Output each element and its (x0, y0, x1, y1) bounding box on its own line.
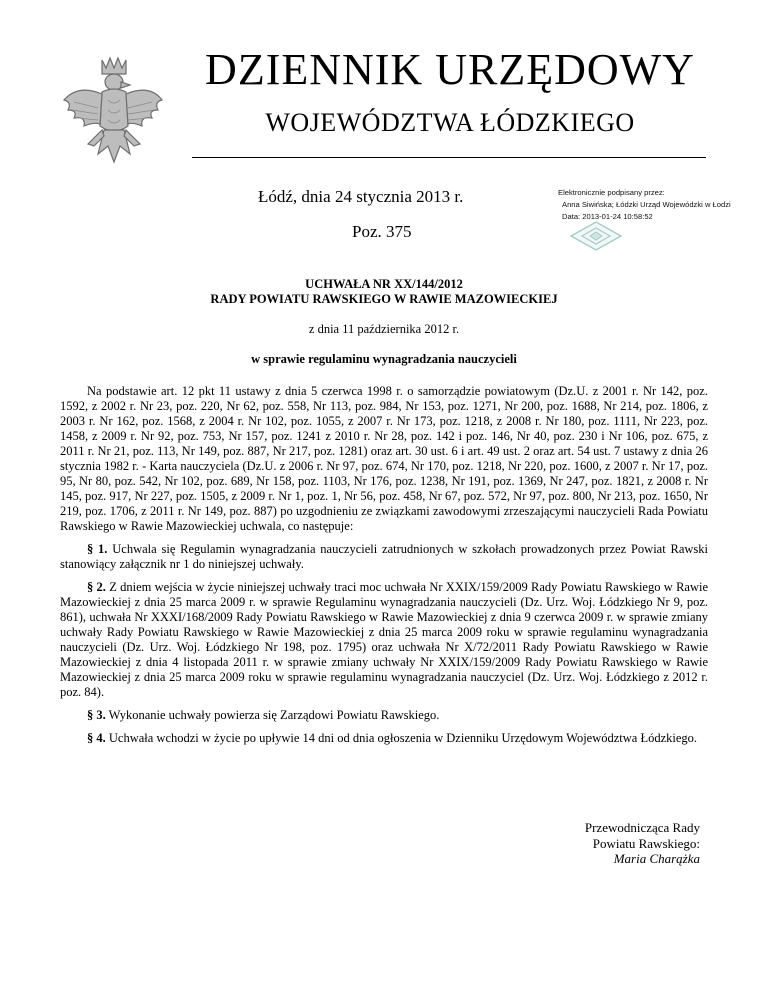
section-text: Uchwala się Regulamin wynagradzania nauczycieli zatrudnionych w szkołach prowadzonych przez Powiat Rawski stanowiący załącznik nr 1 do niniejszej uchwały. (60, 542, 708, 571)
resolution-subject: w sprawie regulaminu wynagradzania nauczycieli (251, 352, 517, 366)
masthead-subtitle: WOJEWÓDZTWA ŁÓDZKIEGO (265, 108, 635, 137)
masthead-title: DZIENNIK URZĘDOWY (205, 45, 695, 94)
publication-date: Łódź, dnia 24 stycznia 2013 r. (258, 187, 464, 206)
section-paragraph (60, 708, 708, 723)
preamble-paragraph: Na podstawie art. 12 pkt 11 ustawy z dnia 5 czerwca 1998 r. o samorządzie powiatowym (Dz.U. z 2001 r. Nr 142, poz. 1592, z 2002 r. Nr 23, poz. 220, Nr 62, poz. 558, Nr 113, poz. 984, Nr 153, poz. 1271, Nr 200, poz. 1688, Nr 214, poz. 1806, z 2003 r. Nr 162, poz. 1568, z 2004 r. Nr 102, poz. 1055, z 2007 r. Nr 173, poz. 1218, z 2008 r. Nr 180, poz. 1111, Nr 223, poz. 1458, z 2009 r. Nr 92, poz. 753, Nr 157, poz. 1241 z 2010 r. Nr 28, poz. 142 i poz. 146, Nr 40, poz. 230 i Nr 106, poz. 675, z 2011 r. Nr 21, poz. 113, Nr 149, poz. 887, Nr 217, poz. 1281) oraz art. 30 ust. 6 i art. 49 ust. 2 oraz art. 54 ust. 7 ustawy z dnia 26 stycznia 1982 r. - Karta nauczyciela (Dz.U. z 2006 r. Nr 97, poz. 674, Nr 170, poz. 1218, Nr 220, poz. 1600, z 2007 r. Nr 17, poz. 95, Nr 80, poz. 542, Nr 102, poz. 689, Nr 158, poz. 1103, Nr 176, poz. 1238, Nr 191, poz. 1369, Nr 247, poz. 1821, z 2008 r. Nr 145, poz. 917, Nr 227, poz. 1505, z 2009 r. Nr 1, poz. 1, Nr 56, poz. 458, Nr 67, poz. 572, Nr 97, poz. 800, Nr 213, poz. 1650, Nr 219, poz. 1706, z 2011 r. Nr 149, poz. 887) po uzgodnieniu ze związkami zawodowymi zrzeszającymi nauczycieli Rada Powiatu Rawskiego w Rawie Mazowieckiej uchwala, co następuje: (60, 384, 708, 533)
signatory-block (585, 820, 700, 867)
resolution-date: z dnia 11 października 2012 r. (308, 322, 460, 336)
signature-signer: Anna Siwińska; Łódzki Urząd Wojewódzki w Łodzi (562, 200, 731, 209)
section-number: § 3. (87, 708, 106, 722)
publication-position: Poz. 375 (352, 222, 412, 241)
section-text: Uchwała wchodzi w życie po upływie 14 dni od dnia ogłoszenia w Dzienniku Urzędowym Województwa Łódzkiego. (108, 731, 698, 745)
section-number: § 1. (87, 542, 108, 556)
section-paragraph (60, 542, 708, 572)
section-number: § 2. (87, 580, 106, 594)
section-text: Z dniem wejścia w życie niniejszej uchwały traci moc uchwała Nr XXIX/159/2009 Rady Powiatu Rawskiego w Rawie Mazowieckiej z dnia 25 marca 2009 r. w sprawie Regulaminu wynagradzania nauczycieli (Dz. Urz. Woj. Łódzkiego Nr 9, poz. 861), uchwała Nr XXXI/168/2009 Rady Powiatu Rawskiego w Rawie Mazowieckiej z dnia 9 czerwca 2009 r. w sprawie zmiany uchwały Rady Powiatu Rawskiego w Rawie Mazowieckiej z dnia 25 marca 2009 roku w sprawie regulaminu wynagradzania nauczycieli (Dz. Urz. Woj. Łódzkiego Nr 198, poz. 1795) oraz uchwała Nr X/72/2011 Rady Powiatu Rawskiego w Rawie Mazowieckiej z dnia 4 listopada 2011 r. w sprawie zmiany uchwały Nr XXIX/159/2009 Rady Powiatu Rawskiego w Rawie Mazowieckiej z dnia 25 marca 2009 roku w sprawie regulaminu wynagradzania nauczyciel (Dz. Urz. Woj. Łódzkiego z 2012 r. poz. 84). (60, 580, 709, 699)
electronic-signature-block (558, 187, 758, 249)
masthead-divider (192, 157, 706, 158)
resolution-title (60, 277, 708, 307)
resolution-number: UCHWAŁA NR XX/144/2012 (305, 277, 463, 291)
resolution-council: RADY POWIATU RAWSKIEGO W RAWIE MAZOWIECKIEJ (210, 292, 558, 306)
polish-eagle-emblem-icon (58, 54, 168, 172)
section-paragraph (60, 580, 708, 700)
signatory-name: Maria Charążka (613, 851, 700, 866)
signature-date: Data: 2013-01-24 10:58:52 (562, 212, 653, 221)
signature-label: Elektronicznie podpisany przez: (558, 188, 665, 197)
signature-seal-icon (570, 221, 622, 251)
section-paragraph (60, 731, 708, 746)
resolution-body (60, 384, 708, 754)
section-number: § 4. (87, 731, 106, 745)
signatory-role-cont: Powiatu Rawskiego: (592, 835, 700, 851)
section-text: Wykonanie uchwały powierza się Zarządowi Powiatu Rawskiego. (108, 708, 440, 722)
signatory-role: Przewodnicząca Rady (584, 820, 700, 835)
